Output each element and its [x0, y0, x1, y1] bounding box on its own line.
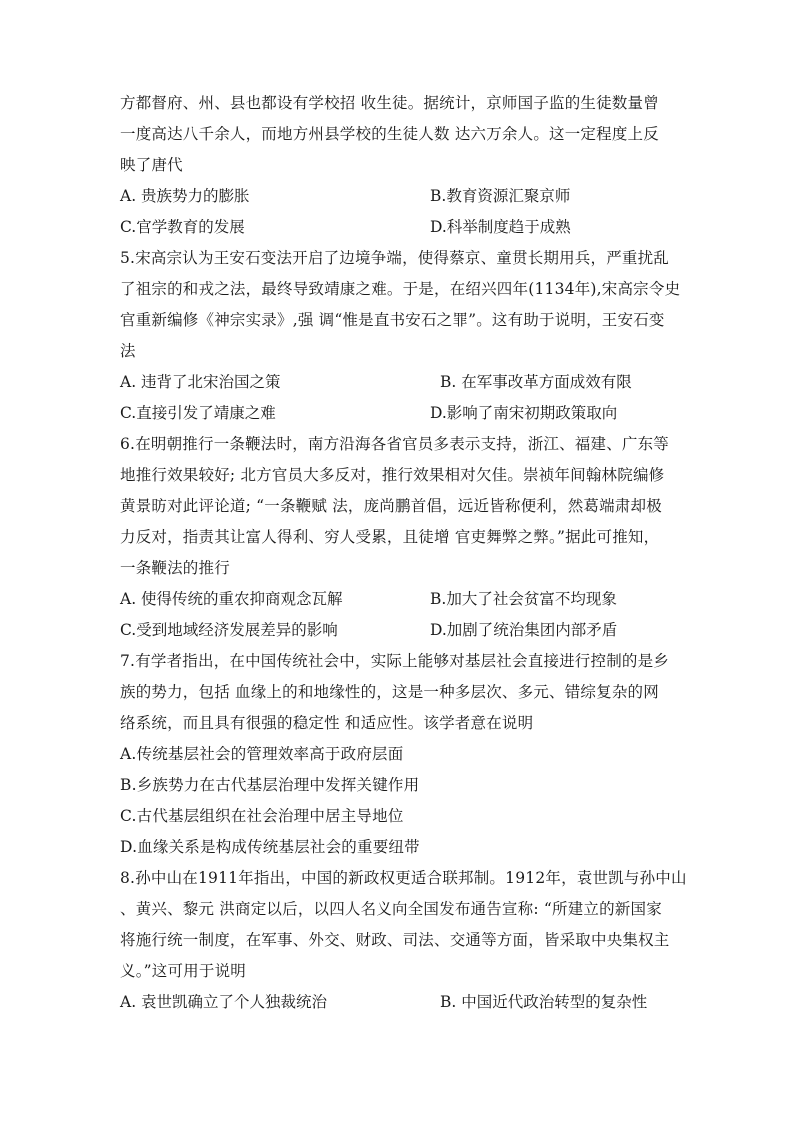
question-text-line: 络系统，而且具有很强的稳定性 和适应性。该学者意在说明 [120, 714, 534, 732]
option-a: A. 袁世凯确立了个人独裁统治 [120, 993, 328, 1011]
question-text-line: 力反对，指责其让富人得利、穷人受累，且徒增 官吏舞弊之弊。”据此可推知， [120, 528, 660, 546]
option-c: C.受到地域经济发展差异的影响 [120, 621, 338, 639]
question-text-line: 地推行效果较好; 北方官员大多反对，推行效果相对欠佳。崇祯年间翰林院编修 [120, 466, 665, 484]
option-d: D.血缘关系是构成传统基层社会的重要纽带 [120, 838, 420, 856]
option-b: B. 在军事改革方面成效有限 [440, 373, 632, 391]
question-text-line: 一度高达八千余人，而地方州县学校的生徒人数 达六万余人。这一定程度上反 [120, 125, 659, 143]
option-c: C.古代基层组织在社会治理中居主导地位 [120, 807, 404, 825]
question-text-line: 方都督府、州、县也都设有学校招 收生徒。据统计，京师国子监的生徒数量曾 [120, 94, 659, 112]
option-d: D.影响了南宋初期政策取向 [430, 404, 618, 422]
option-row [120, 584, 676, 615]
option-row [120, 615, 676, 646]
option-c: C.直接引发了靖康之难 [120, 404, 276, 422]
question-text-line: 8.孙中山在1911年指出，中国的新政权更适合联邦制。1912年，袁世凯与孙中山 [120, 869, 687, 887]
question-6 [120, 429, 676, 646]
option-d: D.加剧了统治集团内部矛盾 [430, 621, 618, 639]
question-text-line: 6.在明朝推行一条鞭法时，南方沿海各省官员多表示支持，浙江、福建、广东等 [120, 435, 669, 453]
exam-page [120, 88, 687, 1018]
question-5 [120, 243, 681, 429]
option-b: B.乡族势力在古代基层治理中发挥关键作用 [120, 776, 420, 794]
question-text-line: 了祖宗的和戎之法，最终导致靖康之难。于是，在绍兴四年(1134年),宋高宗令史 [120, 280, 681, 298]
option-row [120, 212, 676, 243]
question-text-line: 将施行统一制度，在军事、外交、财政、司法、交通等方面，皆采取中央集权主 [120, 931, 670, 949]
option-row [120, 367, 676, 398]
question-text-line: 5.宋高宗认为王安石变法开启了边境争端，使得蔡京、童贯长期用兵，严重扰乱 [120, 249, 669, 267]
question-text-line: 映了唐代 [120, 156, 183, 174]
question-text-line: 族的势力，包括 血缘上的和地缘性的，这是一种多层次、多元、错综复杂的网 [120, 683, 659, 701]
option-a: A. 使得传统的重农抑商观念瓦解 [120, 590, 343, 608]
option-b: B. 中国近代政治转型的复杂性 [440, 993, 648, 1011]
question-text-line: 一条鞭法的推行 [120, 559, 230, 577]
option-row [120, 987, 676, 1018]
question-text-line: 7.有学者指出，在中国传统社会中，实际上能够对基层社会直接进行控制的是乡 [120, 652, 669, 670]
option-b: B.教育资源汇聚京师 [430, 187, 571, 205]
question-text-line: 官重新编修《神宗实录》,强 调“惟是直书安石之罪”。这有助于说明，王安石变 [120, 311, 665, 329]
question-text-line: 法 [120, 342, 136, 360]
option-a: A.传统基层社会的管理效率高于政府层面 [120, 745, 404, 763]
question-8 [120, 863, 687, 1018]
option-row [120, 398, 676, 429]
question-text-line: 黄景昉对此评论道; “一条鞭赋 法，庞尚鹏首倡，远近皆称便利，然葛端肃却极 [120, 497, 662, 515]
option-b: B.加大了社会贫富不均现象 [430, 590, 617, 608]
option-c: C.官学教育的发展 [120, 218, 245, 236]
option-row [120, 181, 676, 212]
option-d: D.科举制度趋于成熟 [430, 218, 571, 236]
question-text-line: 义。”这可用于说明 [120, 962, 246, 980]
option-a: A. 贵族势力的膨胀 [120, 187, 250, 205]
question-7 [120, 646, 676, 863]
option-a: A. 违背了北宋治国之策 [120, 373, 281, 391]
question-4 [120, 88, 676, 243]
question-text-line: 、黄兴、黎元 洪商定以后，以四人名义向全国发布通告宣称: “所建立的新国家 [120, 900, 662, 918]
